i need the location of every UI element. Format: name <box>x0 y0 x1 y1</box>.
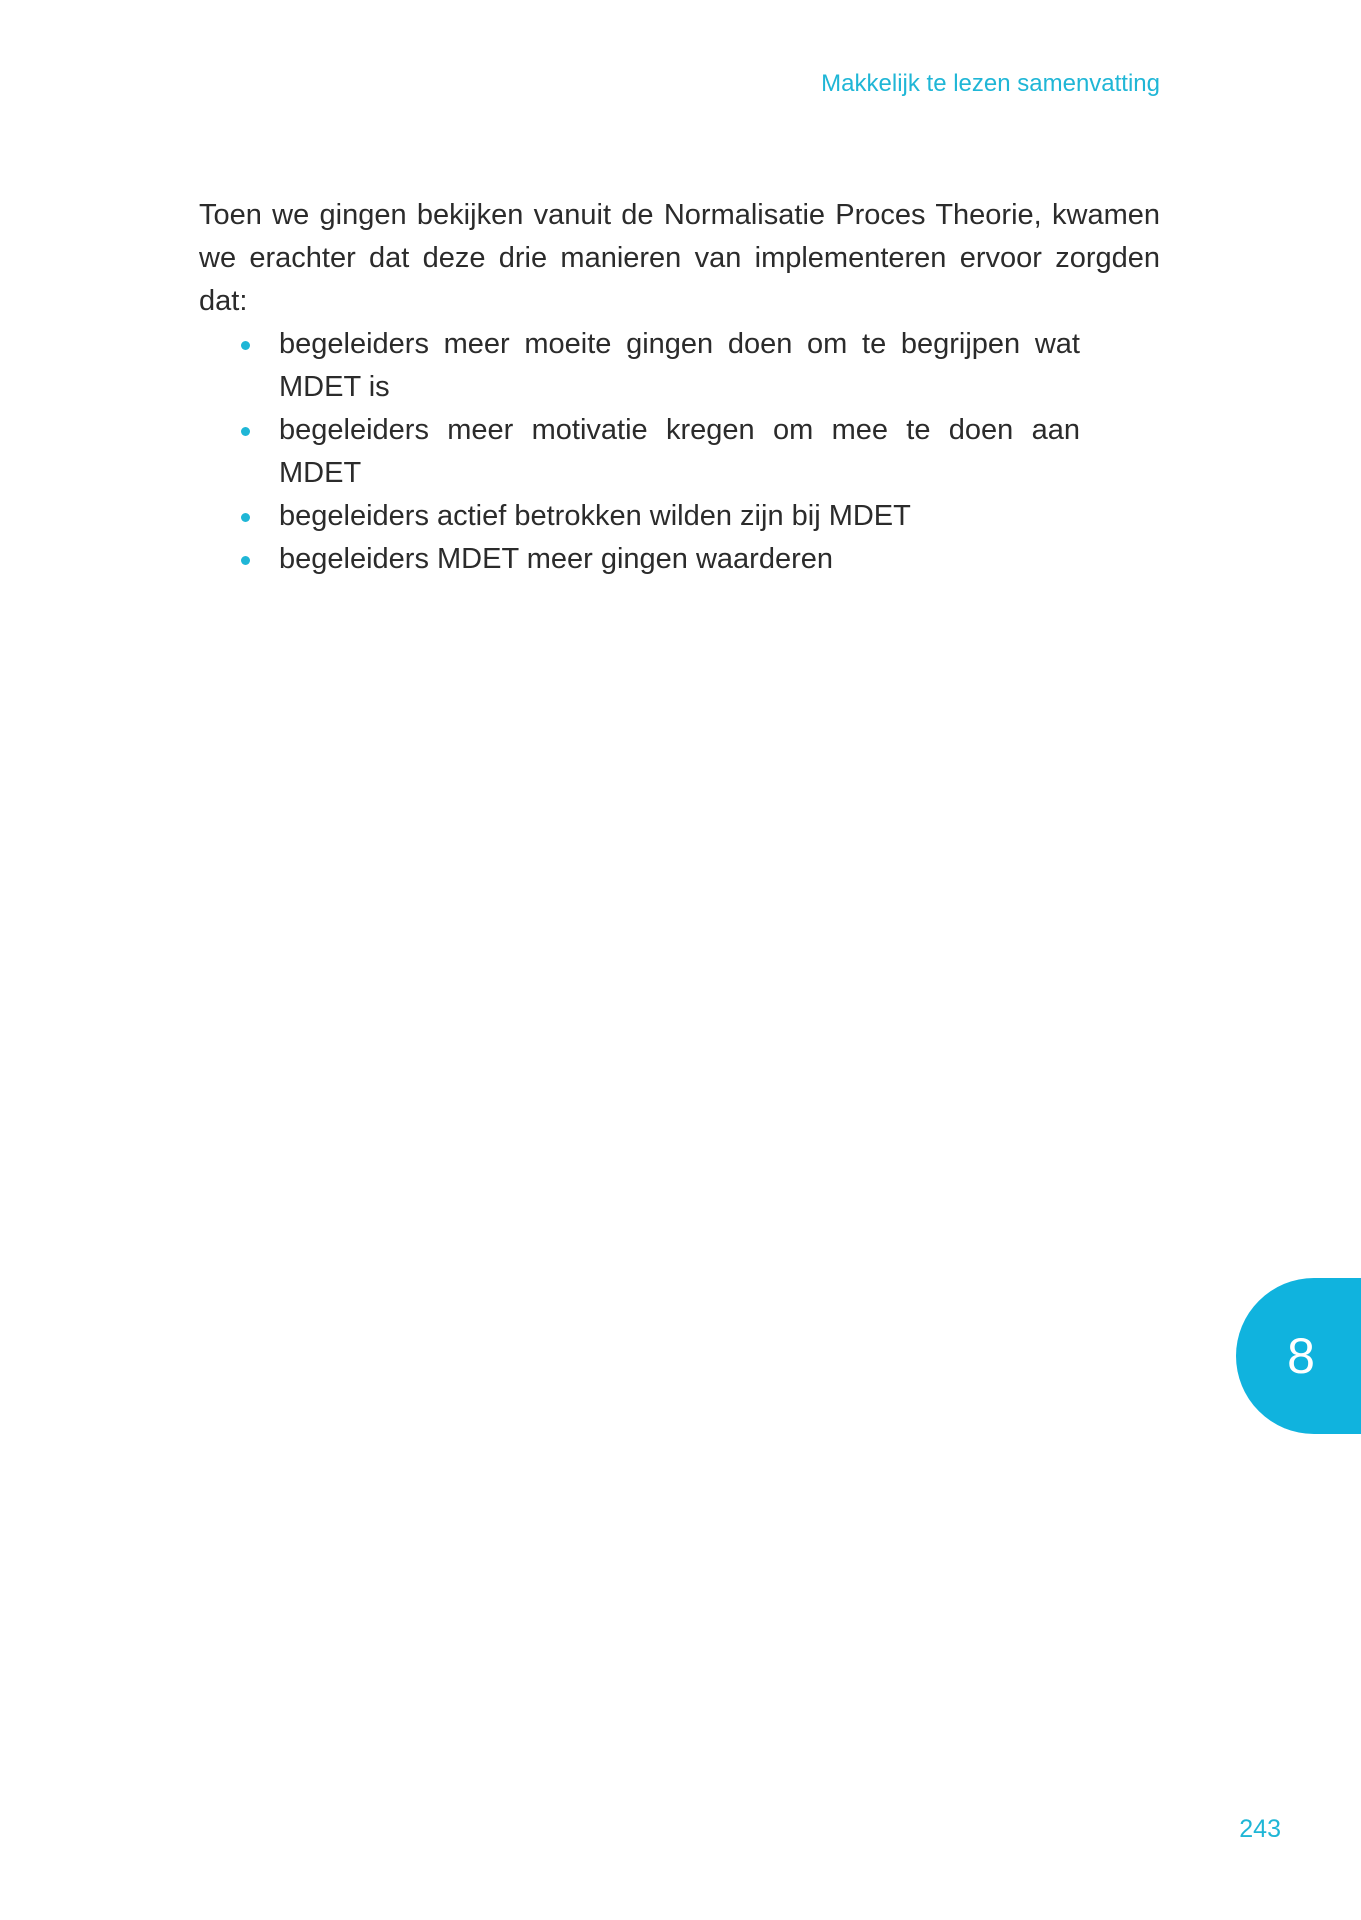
bullet-icon <box>241 341 250 350</box>
bullet-icon <box>241 513 250 522</box>
intro-line-1: Toen we gingen bekijken vanuit de Normalisatie Proces Theorie, kwamen <box>199 199 1160 231</box>
list-item <box>199 495 1080 538</box>
list-item <box>199 323 1080 409</box>
list-item-text: begeleiders actief betrokken wilden zijn bij MDET <box>279 500 911 532</box>
bullet-icon <box>241 427 250 436</box>
running-header: Makkelijk te lezen samenvatting <box>821 70 1160 97</box>
list-item-text: begeleiders meer moeite gingen doen om te begrijpen wat MDET is <box>279 328 1080 403</box>
chapter-number: 8 <box>1287 1328 1315 1384</box>
bullet-list <box>199 323 1160 581</box>
bullet-icon <box>241 556 250 565</box>
intro-paragraph <box>199 194 1160 323</box>
chapter-tab <box>1236 1278 1361 1434</box>
list-item <box>199 409 1080 495</box>
main-text <box>199 194 1160 581</box>
list-item-text: begeleiders meer motivatie kregen om mee te doen aan MDET <box>279 414 1080 489</box>
page-number: 243 <box>1239 1815 1281 1843</box>
list-item <box>199 538 1080 581</box>
list-item-text: begeleiders MDET meer gingen waarderen <box>279 543 833 575</box>
intro-line-2: we erachter dat deze drie manieren van implementeren ervoor zorgden dat: <box>199 242 1160 317</box>
